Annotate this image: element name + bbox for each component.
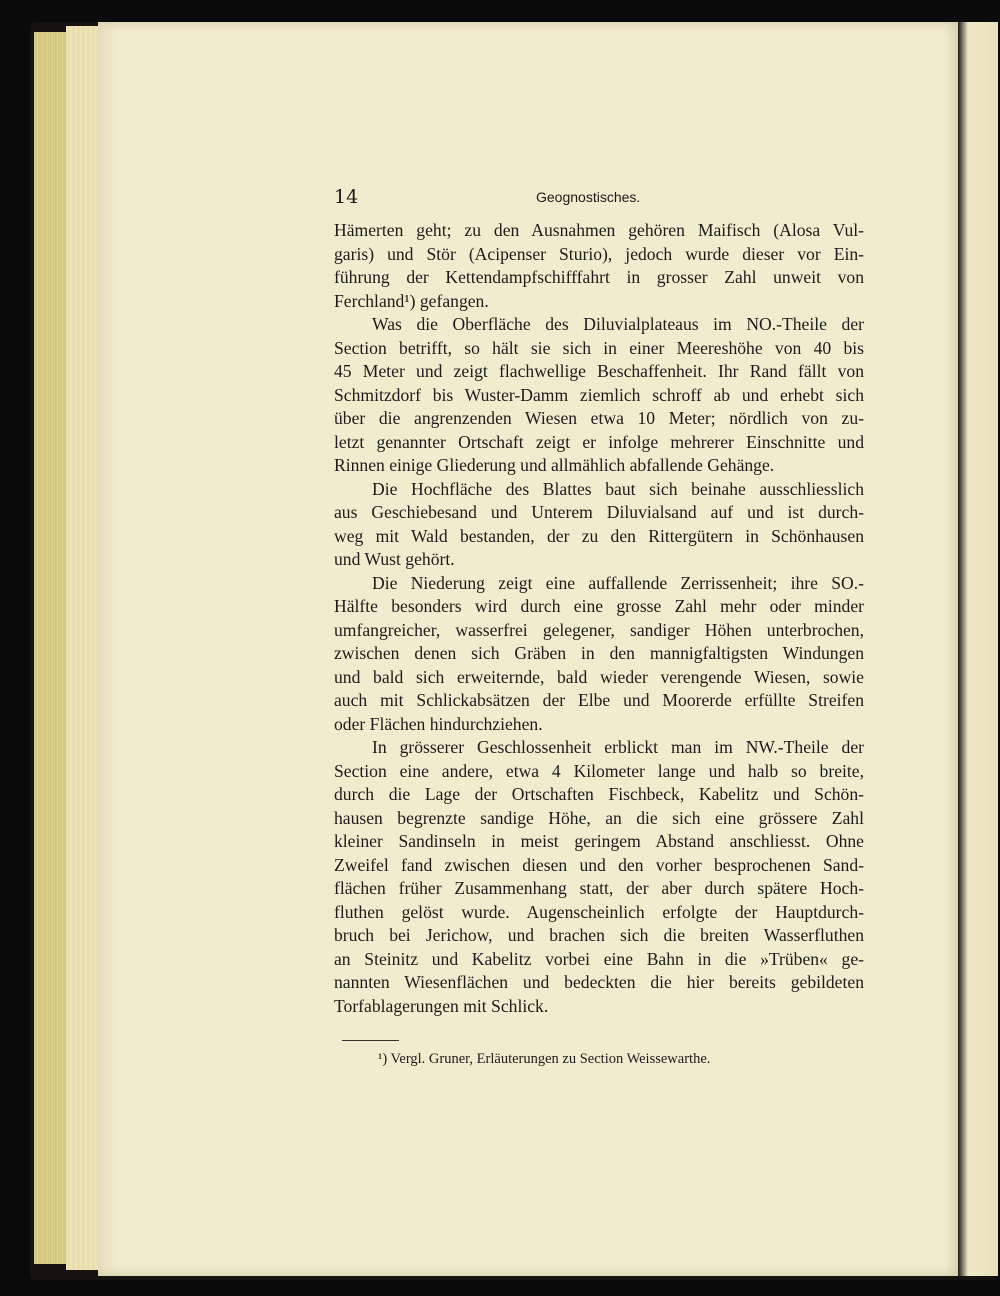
text-line: 45 Meter und zeigt flachwellige Beschaffenheit. Ihr Rand fällt von xyxy=(334,361,864,381)
text-line: auch mit Schlickabsätzen der Elbe und Moorerde erfüllte Streifen xyxy=(334,690,864,710)
text-line: und Wust gehört. xyxy=(334,549,455,569)
text-line: flächen früher Zusammenhang statt, der aber durch spätere Hoch- xyxy=(334,878,864,898)
text-line: umfangreicher, wasserfrei gelegener, sandiger Höhen unterbrochen, xyxy=(334,619,864,640)
text-line: Was die Oberfläche des Diluvialplateaus im NO.-Theile der xyxy=(372,314,864,334)
text-line: Ferchland¹) gefangen. xyxy=(334,290,489,311)
text-line: Hälfte besonders wird durch eine grosse Zahl mehr oder minder xyxy=(334,596,864,616)
text-line: Section betrifft, so hält sie sich in einer Meereshöhe von 40 bis xyxy=(334,337,864,358)
text-line: führung der Kettendampfschifffahrt in grosser Zahl unweit von xyxy=(334,267,864,287)
text-line: letzt genannter Ortschaft zeigt er infolge mehrerer Einschnitte und xyxy=(334,431,864,452)
text-line: Die Hochfläche des Blattes baut sich beinahe ausschliesslich xyxy=(372,478,864,499)
page-header xyxy=(334,186,866,210)
text-line: Section eine andere, etwa 4 Kilometer lange und halb so breite, xyxy=(334,760,864,781)
footnote-divider xyxy=(342,1040,399,1041)
text-line: und bald sich erweiternde, bald wieder verengende Wiesen, sowie xyxy=(334,666,864,687)
text-line: bruch bei Jerichow, und brachen sich die breiten Wasserfluthen xyxy=(334,925,864,945)
text-line: nannten Wiesenflächen und bedeckten die hier bereits gebildeten xyxy=(334,972,864,992)
paragraph-1 xyxy=(334,219,864,313)
text-line: In grösserer Geschlossenheit erblickt man im NW.-Theile der xyxy=(372,737,864,757)
text-line: fluthen gelöst wurde. Augenscheinlich erfolgte der Hauptdurch- xyxy=(334,901,864,922)
text-line: Torfablagerungen mit Schlick. xyxy=(334,995,549,1016)
text-line: hausen begrenzte sandige Höhe, an die sich eine grössere Zahl xyxy=(334,807,864,828)
text-line: Zweifel fand zwischen diesen und den vorher besprochenen Sand- xyxy=(334,854,864,875)
text-line: kleiner Sandinseln in meist geringem Abstand anschliesst. Ohne xyxy=(334,831,864,851)
paragraph-3 xyxy=(334,478,864,572)
text-line: weg mit Wald bestanden, der zu den Rittergütern in Schönhausen xyxy=(334,525,864,546)
paragraph-2 xyxy=(334,313,864,478)
footnote: ¹) Vergl. Gruner, Erläuterungen zu Section Weissewarthe. xyxy=(378,1051,711,1067)
text-line: garis) und Stör (Acipenser Sturio), jedoch wurde dieser vor Ein- xyxy=(334,243,864,264)
running-title: Geognostisches. xyxy=(536,189,641,205)
text-line: aus Geschiebesand und Unterem Diluvialsand auf und ist durch- xyxy=(334,502,864,522)
text-line: oder Flächen hindurchziehen. xyxy=(334,713,543,734)
text-line: Die Niederung zeigt eine auffallende Zerrissenheit; ihre SO.- xyxy=(372,572,864,593)
text-line: Schmitzdorf bis Wuster-Damm ziemlich schroff ab und erhebt sich xyxy=(334,384,864,405)
body-text xyxy=(334,219,864,1018)
text-line: zwischen denen sich Gräben in den mannigfaltigsten Windungen xyxy=(334,643,864,663)
text-line: Rinnen einige Gliederung und allmählich abfallende Gehänge. xyxy=(334,455,775,475)
paragraph-4 xyxy=(334,572,864,737)
facing-page-edge xyxy=(958,22,998,1276)
text-line: an Steinitz und Kabelitz vorbei eine Bahn in die »Trüben« ge- xyxy=(334,948,864,969)
page-number: 14 xyxy=(334,186,359,208)
paragraph-5 xyxy=(334,736,864,1018)
text-line: über die angrenzenden Wiesen etwa 10 Meter; nördlich von zu- xyxy=(334,408,864,428)
text-line: durch die Lage der Ortschaften Fischbeck, Kabelitz und Schön- xyxy=(334,784,864,804)
text-line: Hämerten geht; zu den Ausnahmen gehören Maifisch (Alosa Vul- xyxy=(334,220,864,240)
